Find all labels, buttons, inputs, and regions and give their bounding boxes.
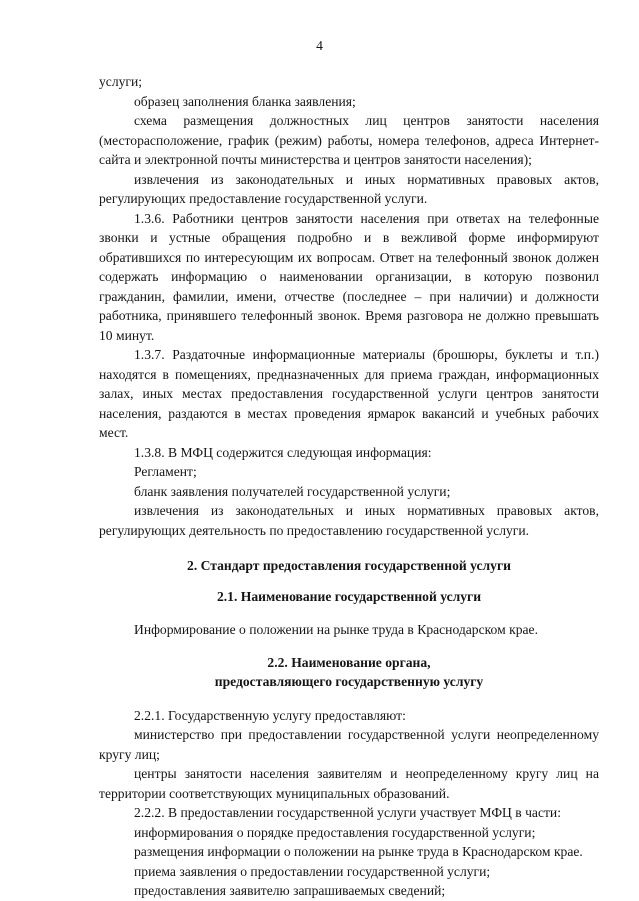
paragraph: размещения информации о положении на рынке труда в Краснодарском крае. bbox=[134, 844, 583, 859]
page-number: 4 bbox=[316, 38, 323, 53]
section-heading: 2. Стандарт предоставления государственной услуги bbox=[187, 558, 511, 573]
paragraph: 1.3.8. В МФЦ содержится следующая информация: bbox=[134, 444, 432, 460]
subsection-heading-line: предоставляющего государственную услугу bbox=[214, 674, 484, 689]
paragraph: Информирование о положении на рынке труда в Краснодарском крае. bbox=[134, 622, 538, 637]
subsection-heading-block bbox=[99, 653, 599, 692]
paragraph: приема заявления о предоставлении государственной услуги; bbox=[134, 863, 491, 879]
paragraph: Регламент; bbox=[134, 464, 197, 479]
paragraph: министерство при предоставлении государственной услуги неопределенному кругу лиц; bbox=[99, 727, 599, 762]
paragraph: центры занятости населения заявителям и неопределенному кругу лиц на территории соответствующих муниципальных образований. bbox=[99, 766, 599, 801]
paragraph: извлечения из законодательных и иных нормативных правовых актов, регулирующих деятельность по предоставлению государственной услуги. bbox=[99, 503, 599, 538]
subsection-heading: 2.1. Наименование государственной услуги bbox=[216, 588, 482, 604]
paragraph: услуги; bbox=[99, 74, 143, 89]
paragraph: 1.3.7. Раздаточные информационные материалы (брошюры, буклеты и т.п.) находятся в помещениях, предназначенных для приема граждан, информационных залах, иных местах предоставления государственной услуги центров занятости населения, раздаются в местах проведения ярмарок вакансий и учебных рабочих мест. bbox=[99, 347, 599, 440]
paragraph: схема размещения должностных лиц центров занятости населения (месторасположение, график (режим) работы, номера телефонов, адреса Интернет-сайта и электронной почты министерства и центров занятости населения); bbox=[99, 113, 599, 167]
paragraph: бланк заявления получателей государственной услуги; bbox=[134, 483, 451, 499]
page-body bbox=[99, 72, 599, 901]
paragraph: информирования о порядке предоставления государственной услуги; bbox=[134, 824, 536, 840]
paragraph: извлечения из законодательных и иных нормативных правовых актов, регулирующих предоставление государственной услуги. bbox=[99, 171, 599, 206]
paragraph: предоставления заявителю запрашиваемых сведений; bbox=[134, 883, 446, 898]
paragraph: образец заполнения бланка заявления; bbox=[134, 93, 356, 109]
subsection-heading-line: 2.2. Наименование органа, bbox=[267, 654, 431, 670]
paragraph: 2.2.1. Государственную услугу предоставляют: bbox=[134, 707, 406, 723]
paragraph: 2.2.2. В предоставлении государственной услуги участвует МФЦ в части: bbox=[134, 805, 561, 820]
paragraph: 1.3.6. Работники центров занятости населения при ответах на телефонные звонки и устные обращения подробно и в вежливой форме информируют обратившихся по интересующим их вопросам. Ответ на телефонный звонок должен содержать информацию о наименовании организации, в которую позвонил гражданин, фамилии, имени, отчестве (последнее – при наличии) и должности работника, принявшего телефонный звонок. Время разговора не должно превышать 10 минут. bbox=[99, 210, 599, 343]
